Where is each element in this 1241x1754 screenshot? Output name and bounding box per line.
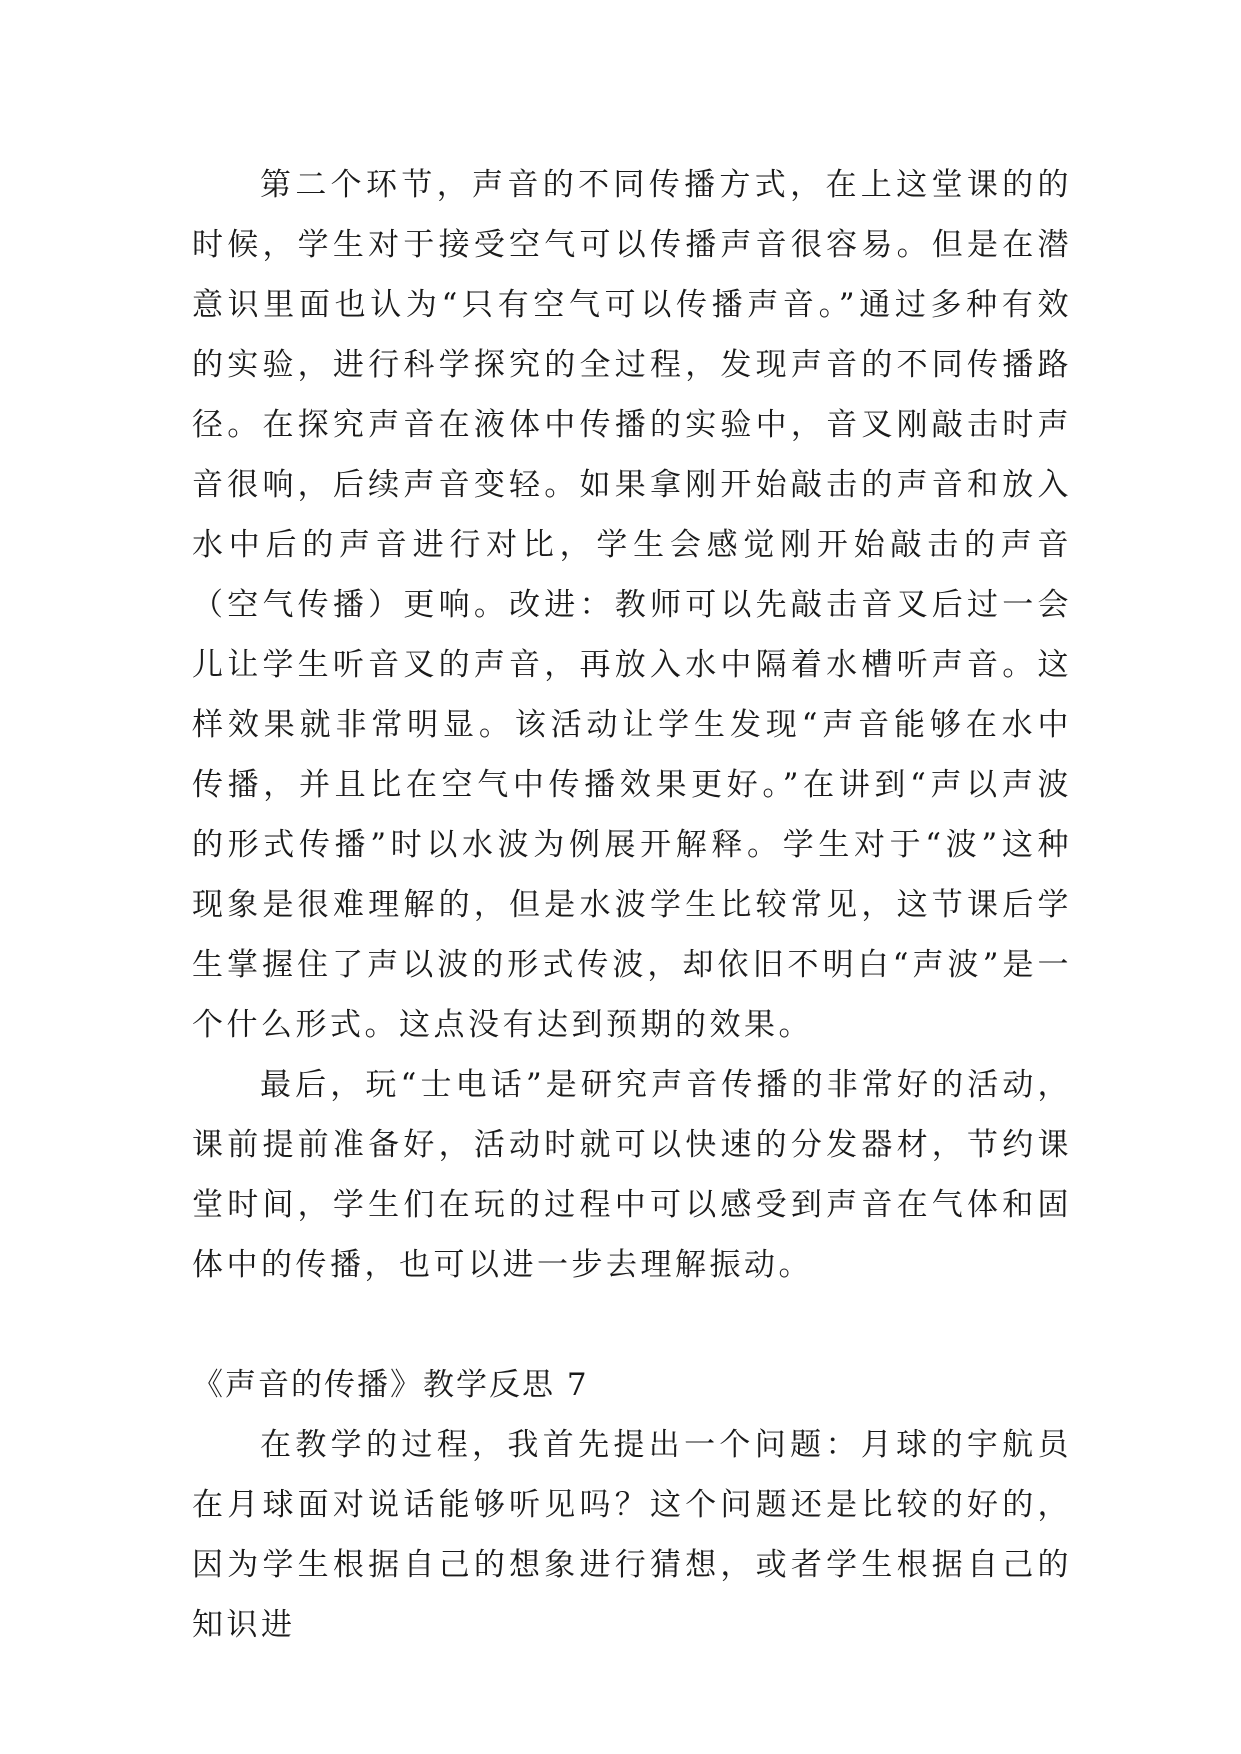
document-body (192, 155, 1072, 1655)
paragraph-1: 第二个环节，声音的不同传播方式，在上这堂课的的时候，学生对于接受空气可以传播声音很容易。但是在潜意识里面也认为“只有空气可以传播声音。”通过多种有效的实验，进行科学探究的全过程，发现声音的不同传播路径。在探究声音在液体中传播的实验中，音叉刚敲击时声音很响，后续声音变轻。如果拿刚开始敲击的声音和放入水中后的声音进行对比，学生会感觉刚开始敲击的声音（空气传播）更响。改进：教师可以先敲击音叉后过一会儿让学生听音叉的声音，再放入水中隔着水槽听声音。这样效果就非常明显。该活动让学生发现“声音能够在水中传播，并且比在空气中传播效果更好。”在讲到“声以声波的形式传播”时以水波为例展开解释。学生对于“波”这种现象是很难理解的，但是水波学生比较常见，这节课后学生掌握住了声以波的形式传波，却依旧不明白“声波”是一个什么形式。这点没有达到预期的效果。 (192, 167, 1072, 1043)
paragraph-2: 最后，玩“士电话”是研究声音传播的非常好的活动，课前提前准备好，活动时就可以快速的分发器材，节约课堂时间，学生们在玩的过程中可以感受到声音在气体和固体中的传播，也可以进一步去理解振动。 (192, 1067, 1072, 1283)
paragraph-3: 在教学的过程，我首先提出一个问题：月球的宇航员在月球面对说话能够听见吗？这个问题还是比较的好的，因为学生根据自己的想象进行猜想，或者学生根据自己的知识进 (192, 1427, 1072, 1643)
section-heading: 《声音的传播》教学反思 7 (192, 1367, 589, 1403)
section-spacer (192, 1295, 1072, 1355)
